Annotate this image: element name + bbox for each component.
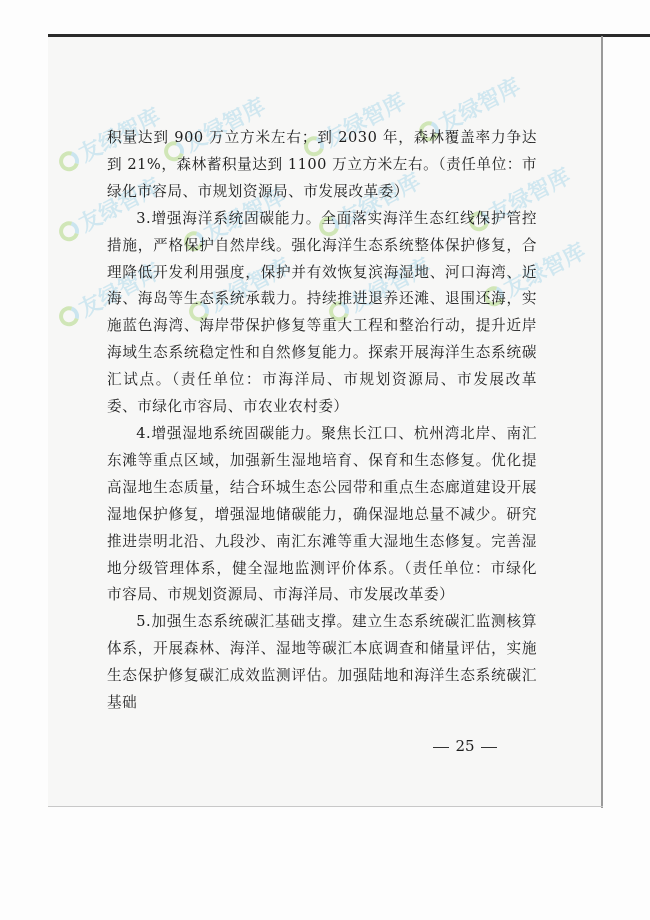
watermark: 友绿智库 xyxy=(53,170,166,249)
page-footer xyxy=(420,737,510,755)
right-edge-line xyxy=(601,36,603,808)
watermark: 友绿智库 xyxy=(478,235,591,314)
footer-dash-right xyxy=(481,747,497,748)
watermark: 友绿智库 xyxy=(463,160,576,239)
watermark: 友绿智库 xyxy=(158,90,271,169)
document-body xyxy=(107,125,537,717)
paragraph-carbon-sink-support: 5.加强生态系统碳汇基础支撑。建立生态系统碳汇监测核算体系，开展森林、海洋、湿地等碳汇本底调查和储量评估，实施生态保护修复碳汇成效监测评估。加强陆地和海洋生态系统碳汇基础 xyxy=(107,613,537,712)
watermark: 友绿智库 xyxy=(178,180,291,259)
top-edge-line xyxy=(48,34,650,37)
watermark: 友绿智库 xyxy=(53,255,166,334)
paragraph-forest-target: 积量达到 900 万立方米左右；到 2030 年，森林覆盖率力争达到 21%，森林蓄积量达到 1100 万立方米左右。（责任单位：市绿化市容局、市规划资源局、市发展改革委） xyxy=(107,129,537,200)
bottom-edge-line xyxy=(48,806,603,807)
paragraph-ocean-carbon: 3.增强海洋系统固碳能力。全面落实海洋生态红线保护管控措施，严格保护自然岸线。强化海洋生态系统整体保护修复，合理降低开发利用强度，保护并有效恢复滨海湿地、河口海湾、近海、海岛等生态系统承载力。持续推进退养还滩、退围还海，实施蓝色海湾、海岸带保护修复等重大工程和整治行动，提升近岸海域生态系统稳定性和自然修复能力。探索开展海洋生态系统碳汇试点。（责任单位：市海洋局、市规划资源局、市发展改革委、市绿化市容局、市农业农村委） xyxy=(107,209,537,416)
footer-dash-left xyxy=(433,747,449,748)
page-number: 25 xyxy=(455,737,475,755)
paragraph-wetland-carbon: 4.增强湿地系统固碳能力。聚焦长江口、杭州湾北岸、南汇东滩等重点区域，加强新生湿地培育、保育和生态修复。优化提高湿地生态质量，结合环城生态公园带和重点生态廊道建设开展湿地保护修复，增强湿地储碳能力，确保湿地总量不减少。研究推进崇明北沿、九段沙、南汇东滩等重大湿地生态修复。完善湿地分级管理体系，健全湿地监测评价体系。（责任单位：市绿化市容局、市规划资源局、市海洋局、市发展改革委） xyxy=(107,424,537,604)
watermark: 友绿智库 xyxy=(183,250,296,329)
watermark: 友绿智库 xyxy=(413,70,526,149)
watermark: 友绿智库 xyxy=(323,250,436,329)
watermark: 友绿智库 xyxy=(298,85,411,164)
watermark: 友绿智库 xyxy=(313,165,426,244)
watermark: 友绿智库 xyxy=(53,100,166,179)
